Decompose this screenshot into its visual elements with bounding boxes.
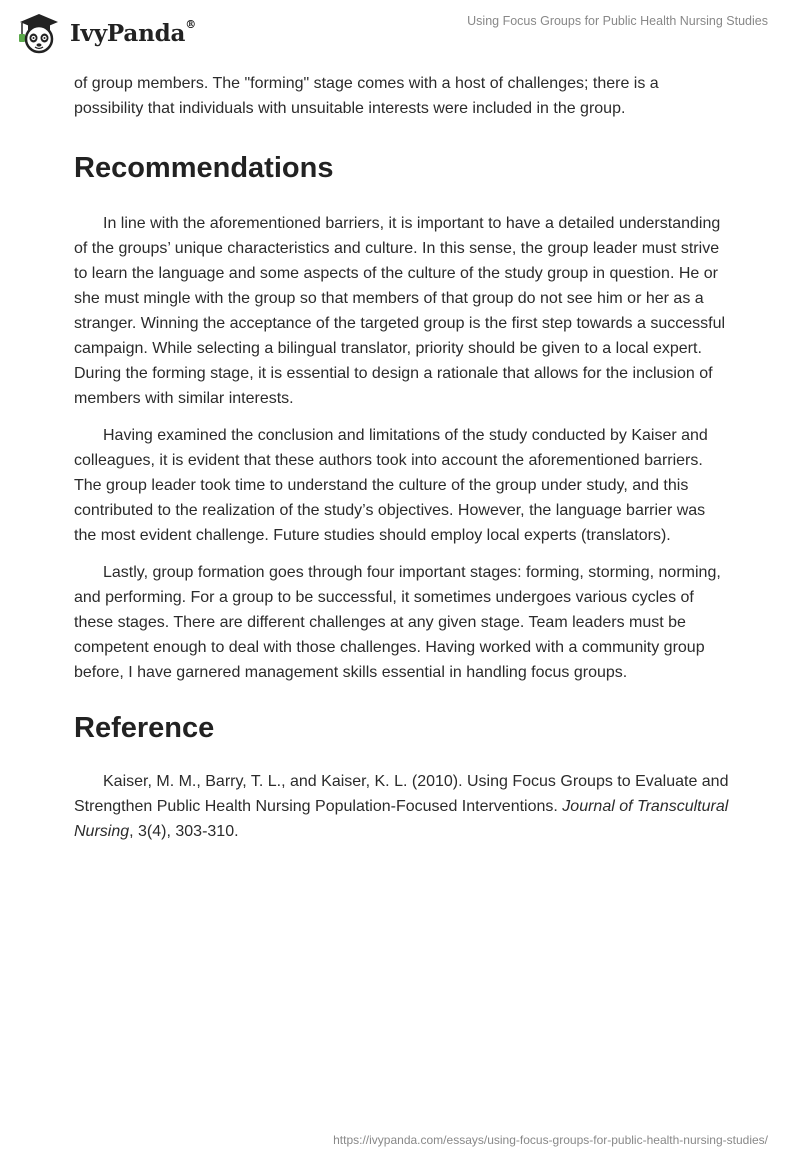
recommendations-paragraph: In line with the aforementioned barriers, it is important to have a detailed understanding of the groups’ unique characteristics and culture. In this sense, the group leader must strive to learn the language and some aspects of the culture of the study group in question. He or she must mingle with the group so that members of that group do not see him or her as a stranger. Winning the acceptance of the targeted group is the first step towards a successful campaign. While selecting a bilingual translator, priority should be given to a local expert. During the forming stage, it is essential to design a rationale that allows for the inclusion of members with similar interests. bbox=[74, 215, 726, 407]
reference-text: Kaiser, M. M., Barry, T. L., and Kaiser, K. L. (2010). Using Focus Groups to Evaluate and Strengthen Public Health Nursing Population-Focused Interventions. bbox=[74, 773, 729, 815]
recommendations-paragraph: Lastly, group formation goes through four important stages: forming, storming, norming, and performing. For a group to be successful, it sometimes undergoes various cycles of these stages. There are different challenges at any given stage. Team leaders must be competent enough to deal with those challenges. Having worked with a community group before, I have garnered management skills essential in handling focus groups. bbox=[74, 564, 721, 681]
reference-details: , 3(4), 303-310. bbox=[129, 823, 239, 840]
document-title: Using Focus Groups for Public Health Nursing Studies bbox=[467, 14, 768, 28]
brand-name: IvyPanda® bbox=[70, 17, 196, 47]
lead-paragraph: of group members. The "forming" stage comes with a host of challenges; there is a possibility that individuals with unsuitable interests were included in the group. bbox=[74, 75, 659, 117]
footer-source-url[interactable]: https://ivypanda.com/essays/using-focus-groups-for-public-health-nursing-studies/ bbox=[333, 1133, 768, 1147]
reference-heading: Reference bbox=[74, 712, 215, 744]
recommendations-heading: Recommendations bbox=[74, 152, 334, 184]
article-body bbox=[74, 71, 730, 844]
brand-logo[interactable] bbox=[14, 8, 196, 58]
recommendations-paragraph: Having examined the conclusion and limitations of the study conducted by Kaiser and colleagues, it is evident that these authors took into account the aforementioned barriers. The group leader took time to understand the culture of the group under study, and this contributed to the realization of the study’s objectives. However, the language barrier was the most evident challenge. Future studies should employ local experts (translators). bbox=[74, 427, 708, 544]
page-header bbox=[0, 0, 800, 70]
reference-entry bbox=[74, 769, 730, 844]
reference-journal: Journal of Transcultural Nursing bbox=[74, 798, 729, 840]
panda-graduate-icon bbox=[14, 12, 64, 54]
